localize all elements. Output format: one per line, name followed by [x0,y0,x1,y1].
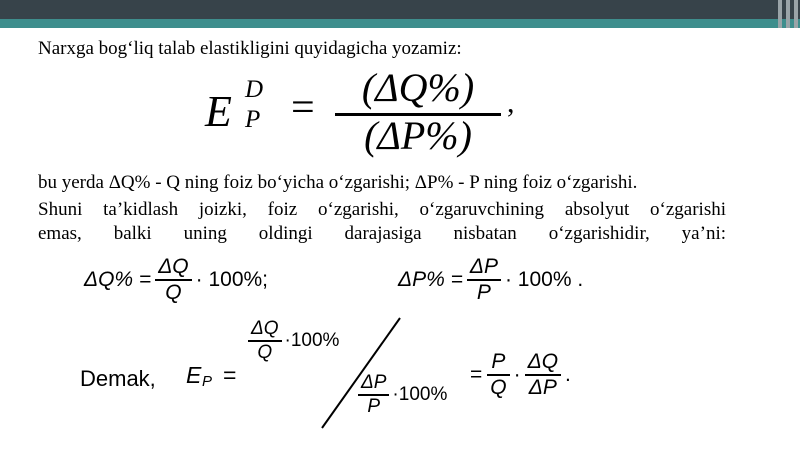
top-decor-bar [0,0,800,35]
formula1-denominator: (ΔP%) [364,113,472,158]
formula1-numerator: (ΔQ%) [361,65,475,110]
formula3-top-num: ΔQ [251,318,279,339]
decor-stripe [794,0,798,28]
formula3-bottom-den: P [367,396,381,417]
formula2-fraction [155,255,191,305]
formula1-base: E [205,87,232,136]
formula3-dot: · [513,363,521,386]
formula-delta-p-percent [398,250,583,310]
paragraph-line-2: emas, balki uning oldingi darajasiga nisbatan o‘zgarishidir, ya’ni: [38,223,726,244]
formula2-rhs-lhs: ΔP% = [398,268,463,291]
formula3-end: . [565,363,571,386]
formula3-r1-fraction [487,350,509,400]
formula1-sub: P [245,106,261,133]
top-dark-band [0,0,800,19]
formula1-comma: , [507,86,515,119]
formula2-den: Q [165,281,182,304]
formula2-lhs: ΔQ% = [84,268,152,291]
formula3-result [470,346,571,404]
formula-delta-q-percent [84,250,268,310]
formula3-r1-den: Q [490,376,507,399]
formula3-r1-num: P [491,350,506,373]
formula3-top-den: Q [257,342,273,363]
formula3-r2-den: ΔP [528,376,557,399]
formula1-equals: = [291,85,315,131]
formula3-top-fraction [248,318,282,364]
formula3-lhs: E [186,362,202,388]
decor-stripe [778,0,782,28]
formula3-lhs-sub: P [202,373,213,390]
formula2-rhs-den: P [476,281,491,304]
formula2-rhs-num: ΔP [469,255,498,278]
formula3-equals: = [223,362,237,388]
formula3-bottom-mult: ·100% [392,384,448,405]
explain-text: bu yerda ΔQ% - Q ning foiz bo‘yicha o‘zgarishi; ΔP% - P ning foiz o‘zgarishi. [38,172,638,193]
formula2-rhs-fraction [467,255,501,305]
formula3-label: Demak, [80,366,156,391]
formula3-bottom-part [358,372,447,418]
formula3-r2-fraction [525,350,561,400]
formula3-bottom-num: ΔP [361,372,387,393]
formula3-top-mult: ·100% [284,330,340,351]
formula3-bottom-fraction [358,372,389,418]
formula1-sup: D [245,76,264,103]
formula2-num: ΔQ [158,255,189,278]
decor-stripe [786,0,790,28]
intro-text: Narxga bog‘liq talab elastikligini quyidagicha yozamiz: [38,38,462,59]
formula3-r2-num: ΔQ [527,350,559,373]
paragraph-line-1: Shuni ta’kidlash joizki, foiz o‘zgarishi, o‘zgaruvchining absolyut o‘zgarishi [38,199,726,220]
formula2-rhs-mult: · 100% . [504,268,584,291]
formula3-equals2: = [470,363,483,386]
top-teal-band [0,19,800,28]
formula2-mult: · 100%; [195,268,269,291]
